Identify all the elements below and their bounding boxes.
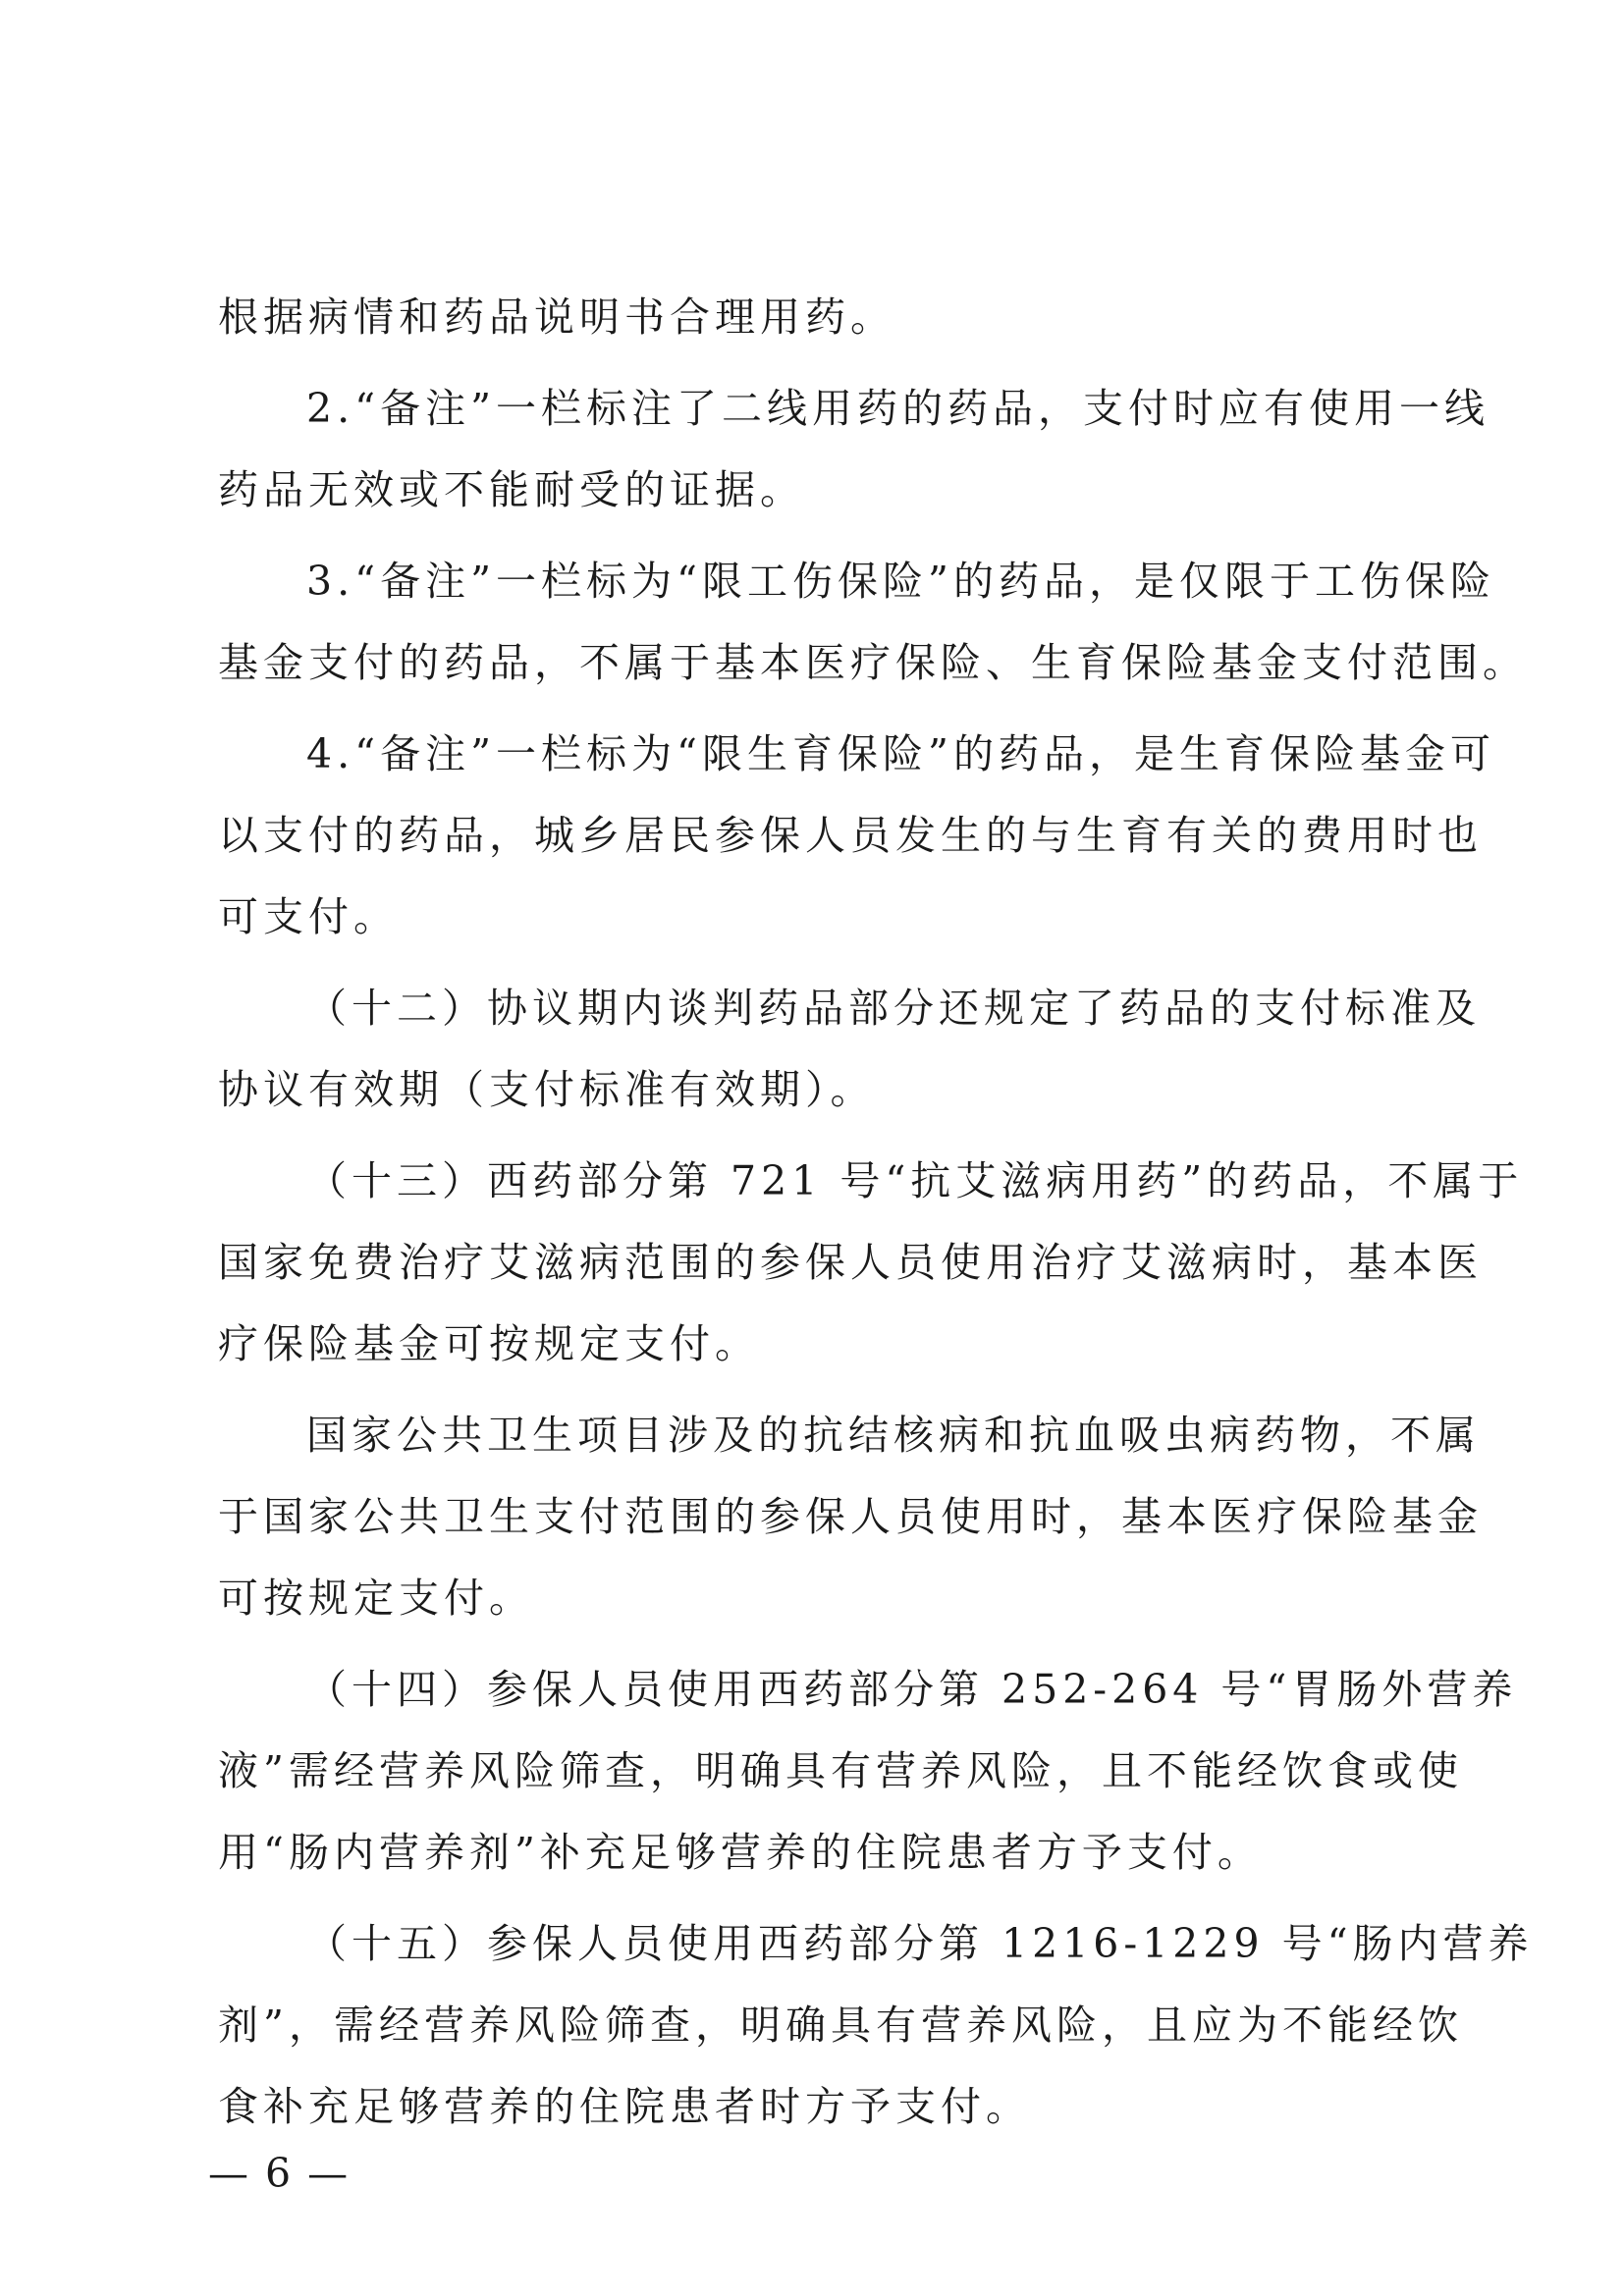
text-line: 基金支付的药品，不属于基本医疗保险、生育保险基金支付范围。 [218, 639, 1528, 686]
text-line: 液”需经营养风险筛查，明确具有营养风险，且不能经饮食或使 [218, 1747, 1463, 1794]
paragraph-item-3 [218, 541, 1528, 704]
text-line: 4.“备注”一栏标为“限生育保险”的药品，是生育保险基金可 [306, 730, 1495, 777]
text-line: 可按规定支付。 [218, 1575, 534, 1622]
text-line: 于国家公共卫生支付范围的参保人员使用时，基本医疗保险基金 [218, 1493, 1483, 1540]
text-line: （十三）西药部分第 721 号“抗艾滋病用药”的药品，不属于 [306, 1157, 1524, 1204]
text-line: 国家公共卫生项目涉及的抗结核病和抗血吸虫病药物，不属 [306, 1412, 1481, 1459]
text-line: 食补充足够营养的住院患者时方予支付。 [218, 2083, 1031, 2130]
text-line: 剂”，需经营养风险筛查，明确具有营养风险，且应为不能经饮 [218, 2002, 1463, 2049]
paragraph-section-12 [218, 968, 1481, 1131]
text-line: 协议有效期（支付标准有效期）。 [218, 1066, 876, 1113]
text-line: 2.“备注”一栏标注了二线用药的药品，支付时应有使用一线 [306, 385, 1490, 432]
text-line: 药品无效或不能耐受的证据。 [218, 466, 805, 513]
paragraph-public-health [218, 1395, 1483, 1639]
text-line: 以支付的药品，城乡居民参保人员发生的与生育有关的费用时也 [218, 812, 1483, 859]
text-line: （十五）参保人员使用西药部分第 1216-1229 号“肠内营养 [306, 1920, 1534, 1967]
paragraph-item-2 [218, 368, 1490, 531]
document-body [218, 277, 1534, 2148]
paragraph-section-15 [218, 1903, 1534, 2148]
paragraph-continuation-medication [218, 277, 1435, 358]
text-line: 根据病情和药品说明书合理用药。 [218, 294, 895, 341]
paragraph-section-13 [218, 1141, 1524, 1385]
paragraph-item-4 [218, 714, 1495, 958]
text-line: 用“肠内营养剂”补充足够营养的住院患者方予支付。 [218, 1829, 1263, 1876]
text-line: 国家免费治疗艾滋病范围的参保人员使用治疗艾滋病时，基本医 [218, 1239, 1483, 1286]
text-line: （十四）参保人员使用西药部分第 252-264 号“胃肠外营养 [306, 1666, 1518, 1713]
text-line: 可支付。 [218, 893, 399, 940]
paragraph-section-14 [218, 1649, 1518, 1894]
text-line: 疗保险基金可按规定支付。 [218, 1320, 760, 1367]
text-line: 3.“备注”一栏标为“限工伤保险”的药品，是仅限于工伤保险 [306, 558, 1495, 605]
page-number: — 6 — [208, 2150, 351, 2197]
text-line: （十二）协议期内谈判药品部分还规定了药品的支付标准及 [306, 985, 1481, 1032]
